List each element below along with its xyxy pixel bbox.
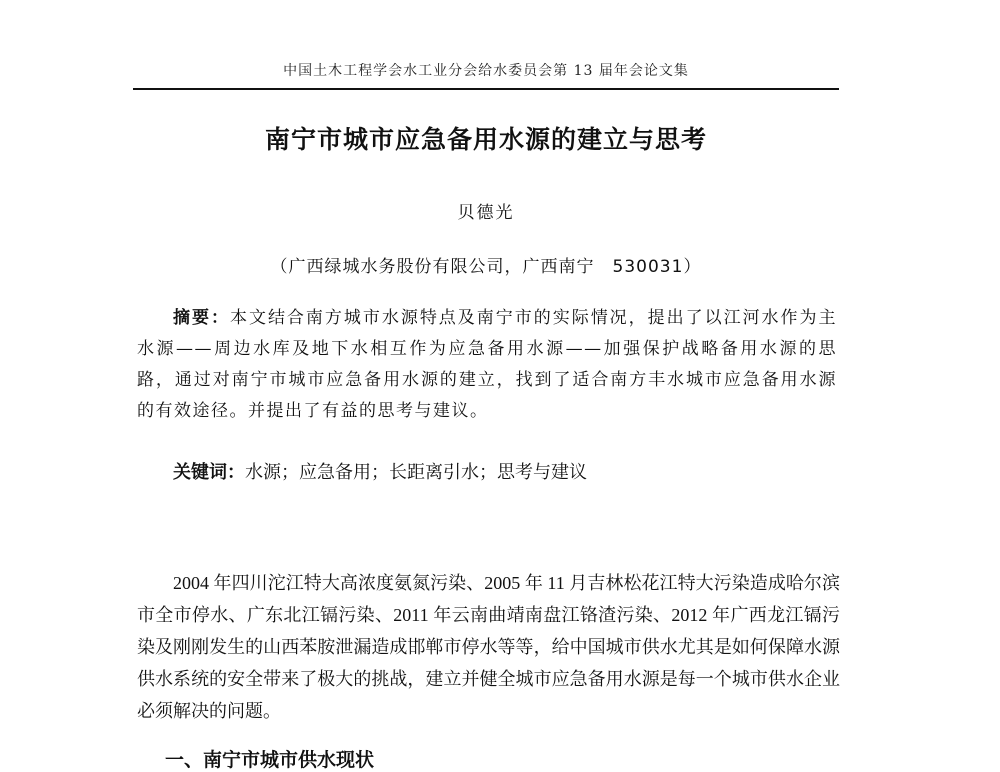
keywords-text: 水源；应急备用；长距离引水；思考与建议	[245, 462, 587, 483]
affiliation-zip: 530031）	[612, 257, 702, 277]
abstract	[137, 303, 837, 427]
keywords-label: 关键词：	[173, 462, 245, 483]
author-name: 贝德光	[457, 203, 515, 223]
abstract-text: 本文结合南方城市水源特点及南宁市的实际情况，提出了以江河水作为主水源——周边水库及地下水相互作为应急备用水源——加强保护战略备用水源的思路，通过对南宁市城市应急备用水源的建立，找到了适合南方丰水城市应急备用水源的有效途径。并提出了有益的思考与建议。	[137, 308, 838, 421]
paper-title: 南宁市城市应急备用水源的建立与思考	[264, 125, 707, 154]
affiliation	[133, 252, 839, 277]
running-header: 中国土木工程学会水工业分会给水委员会第 13 届年会论文集	[283, 63, 689, 79]
affiliation-org: （广西绿城水务股份有限公司，广西南宁	[270, 257, 595, 277]
intro-paragraph: 2004 年四川沱江特大高浓度氨氮污染、2005 年 11 月吉林松花江特大污染造成哈尔滨市全市停水、广东北江镉污染、2011 年云南曲靖南盘江铬渣污染、2012 年广西龙江镉污染及刚刚发生的山西苯胺泄漏造成邯郸市停水等等，给中国城市供水尤其是如何保障水源供水系统的安全带来了极大的挑战，建立并健全城市应急备用水源是每一个城市供水企业必须解决的问题。	[137, 573, 840, 721]
header-rule	[133, 88, 839, 90]
keywords	[137, 458, 837, 484]
section-heading: 一、南宁市城市供水现状	[165, 749, 375, 771]
abstract-label: 摘要：	[173, 308, 230, 328]
